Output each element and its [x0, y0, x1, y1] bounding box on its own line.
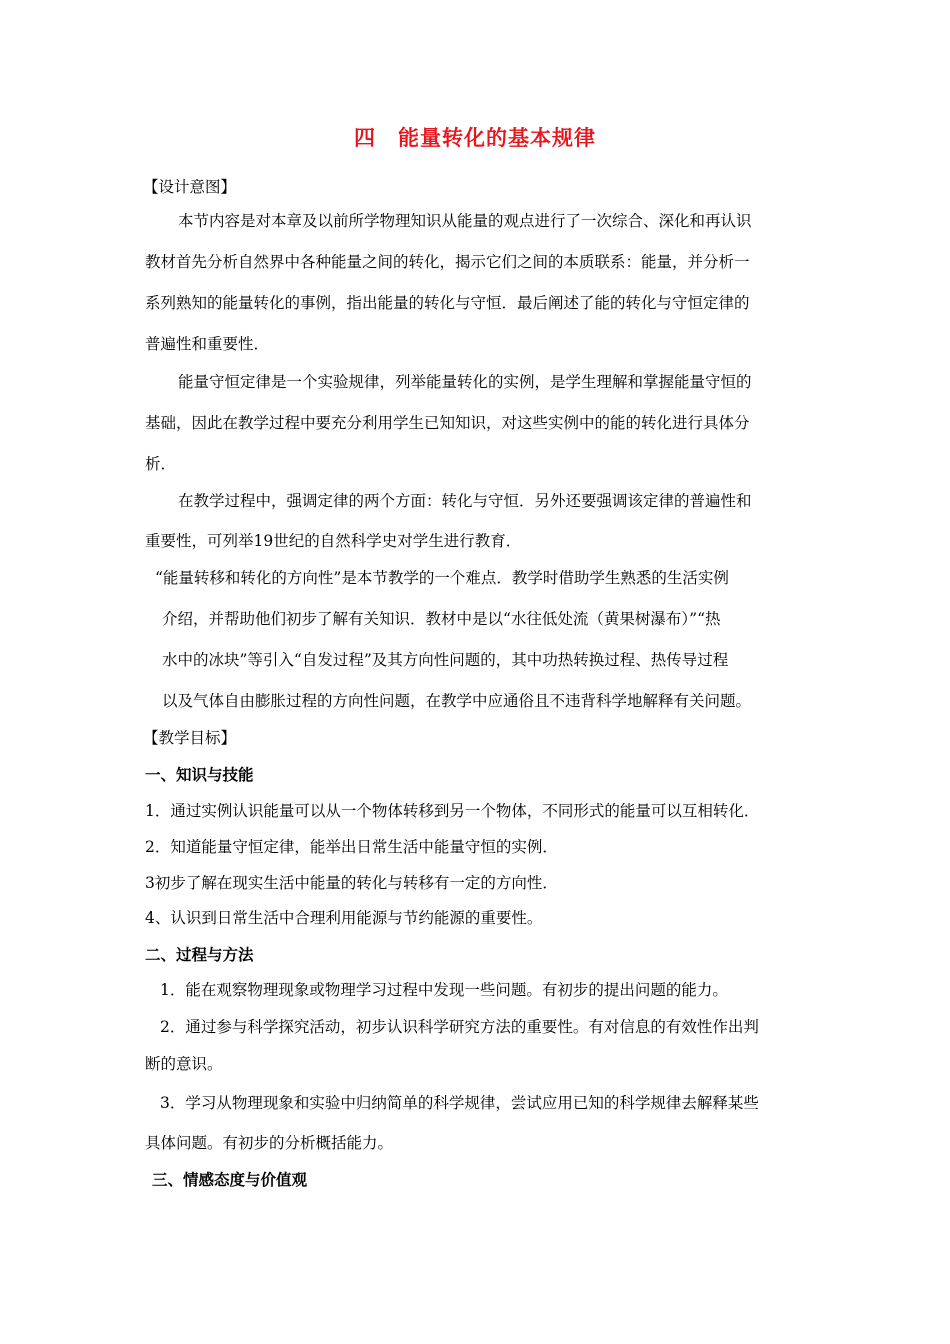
paragraph-line: 水中的冰块”等引入“自发过程”及其方向性问题的，其中功热转换过程、热传导过程: [162, 651, 729, 669]
paragraph-line: 普遍性和重要性．: [145, 335, 270, 353]
paragraph-line: 教材首先分析自然界中各种能量之间的转化，揭示它们之间的本质联系：能量，并分析一: [145, 253, 750, 271]
list-item: 具体问题。有初步的分析概括能力。: [145, 1134, 394, 1152]
subsection-heading-attitude: 三、情感态度与价值观: [152, 1171, 308, 1189]
paragraph-line: 析．: [145, 455, 177, 473]
paragraph-line: “能量转移和转化的方向性”是本节教学的一个难点．教学时借助学生熟悉的生活实例: [155, 569, 729, 587]
paragraph-line: 介绍，并帮助他们初步了解有关知识．教材中是以“水往低处流（黄果树瀑布）”“热: [162, 610, 721, 628]
section-heading-goals: 【教学目标】: [143, 729, 237, 747]
list-item: 2．通过参与科学探究活动，初步认识科学研究方法的重要性。有对信息的有效性作出判: [160, 1018, 759, 1036]
paragraph-line: 在教学过程中，强调定律的两个方面：转化与守恒．另外还要强调该定律的普遍性和: [178, 492, 752, 510]
list-item: 3初步了解在现实生活中能量的转化与转移有一定的方向性．: [145, 874, 558, 892]
list-item: 断的意识。: [145, 1055, 223, 1073]
list-item: 1．通过实例认识能量可以从一个物体转移到另一个物体，不同形式的能量可以互相转化．: [145, 802, 760, 820]
page-title: 四 能量转化的基本规律: [354, 126, 596, 150]
paragraph-line: 重要性，可列举19世纪的自然科学史对学生进行教育．: [145, 532, 522, 550]
subsection-heading-process: 二、过程与方法: [145, 946, 254, 964]
paragraph-line: 基础，因此在教学过程中要充分利用学生已知知识，对这些实例中的能的转化进行具体分: [145, 414, 750, 432]
list-item: 3．学习从物理现象和实验中归纳简单的科学规律，尝试应用已知的科学规律去解释某些: [160, 1094, 759, 1112]
subsection-heading-knowledge: 一、知识与技能: [145, 766, 254, 784]
paragraph-line: 能量守恒定律是一个实验规律，列举能量转化的实例，是学生理解和掌握能量守恒的: [178, 373, 752, 391]
list-item: 2．知道能量守恒定律，能举出日常生活中能量守恒的实例．: [145, 838, 558, 856]
paragraph-line: 本节内容是对本章及以前所学物理知识从能量的观点进行了一次综合、深化和再认识: [178, 212, 752, 230]
paragraph-line: 系列熟知的能量转化的事例，指出能量的转化与守恒．最后阐述了能的转化与守恒定律的: [145, 294, 750, 312]
list-item: 1．能在观察物理现象或物理学习过程中发现一些问题。有初步的提出问题的能力。: [160, 981, 728, 999]
paragraph-line: 以及气体自由膨胀过程的方向性问题，在教学中应通俗且不违背科学地解释有关问题。: [162, 692, 752, 710]
list-item: 4、认识到日常生活中合理利用能源与节约能源的重要性。: [145, 909, 543, 927]
section-heading-design: 【设计意图】: [143, 178, 237, 196]
